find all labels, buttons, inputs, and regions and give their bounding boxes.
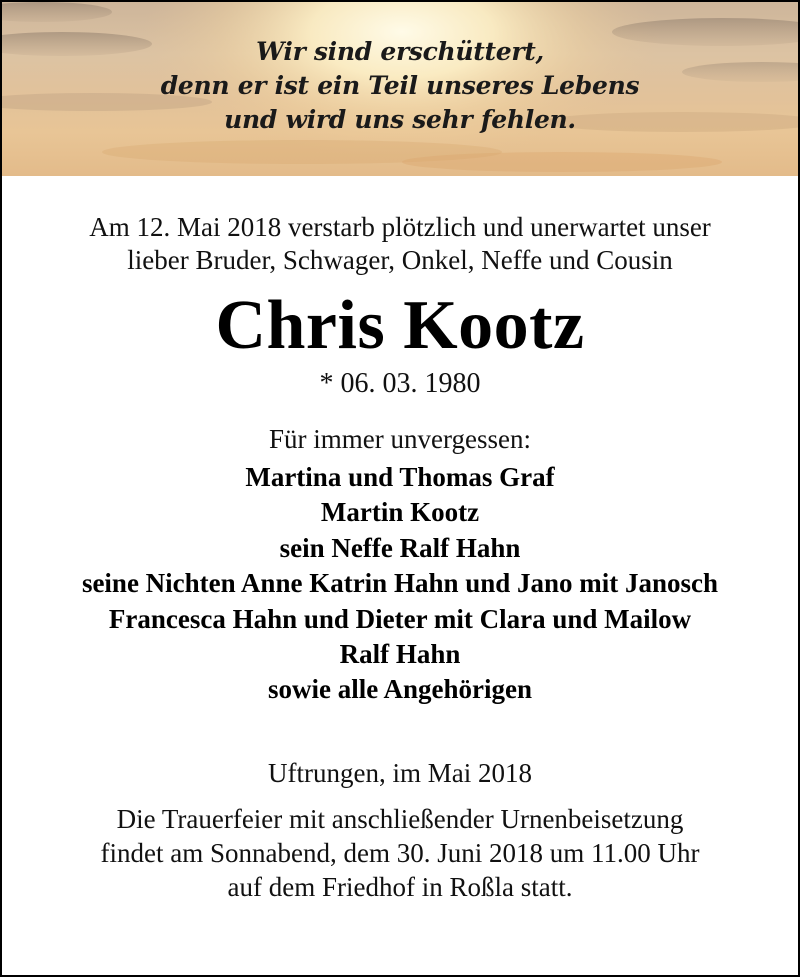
mourner-entry: Ralf Hahn xyxy=(339,639,461,670)
announcement-line: Am 12. Mai 2018 verstarb plötzlich und unerwartet unser xyxy=(89,212,711,242)
deceased-name: Chris Kootz xyxy=(215,287,585,364)
header-quote-line: denn er ist ein Teil unseres Lebens xyxy=(160,71,640,100)
birth-date: * 06. 03. 1980 xyxy=(319,368,481,399)
mourner-entry: sein Neffe Ralf Hahn xyxy=(279,532,521,563)
header-quote-line: Wir sind erschüttert, xyxy=(256,37,544,66)
notice-body xyxy=(2,176,798,904)
mourner-entry: seine Nichten Anne Katrin Hahn und Jano mit Janosch xyxy=(81,568,719,599)
mourner-entry: Martina und Thomas Graf xyxy=(245,462,555,492)
sunset-header-banner xyxy=(2,2,798,176)
header-quote-line: und wird uns sehr fehlen. xyxy=(224,105,576,134)
funeral-line: Die Trauerfeier mit anschließender Urnenbeisetzung xyxy=(116,803,684,834)
mourner-entry: sowie alle Angehörigen xyxy=(268,674,532,705)
header-quote xyxy=(2,35,798,137)
mourner-entry: Francesca Hahn und Dieter mit Clara und Mailow xyxy=(108,603,692,634)
funeral-details xyxy=(2,802,798,904)
announcement-line: lieber Bruder, Schwager, Onkel, Neffe und Cousin xyxy=(127,245,673,275)
mourner-entry: Martin Kootz xyxy=(320,497,480,528)
remembrance-heading: Für immer unvergessen: xyxy=(269,424,531,454)
place-and-date: Uftrungen, im Mai 2018 xyxy=(268,757,532,788)
funeral-line: findet am Sonnabend, dem 30. Juni 2018 um 11.00 Uhr xyxy=(100,837,700,868)
funeral-line: auf dem Friedhof in Roßla statt. xyxy=(227,871,573,902)
death-announcement xyxy=(2,211,798,277)
mourners-list xyxy=(2,460,798,708)
